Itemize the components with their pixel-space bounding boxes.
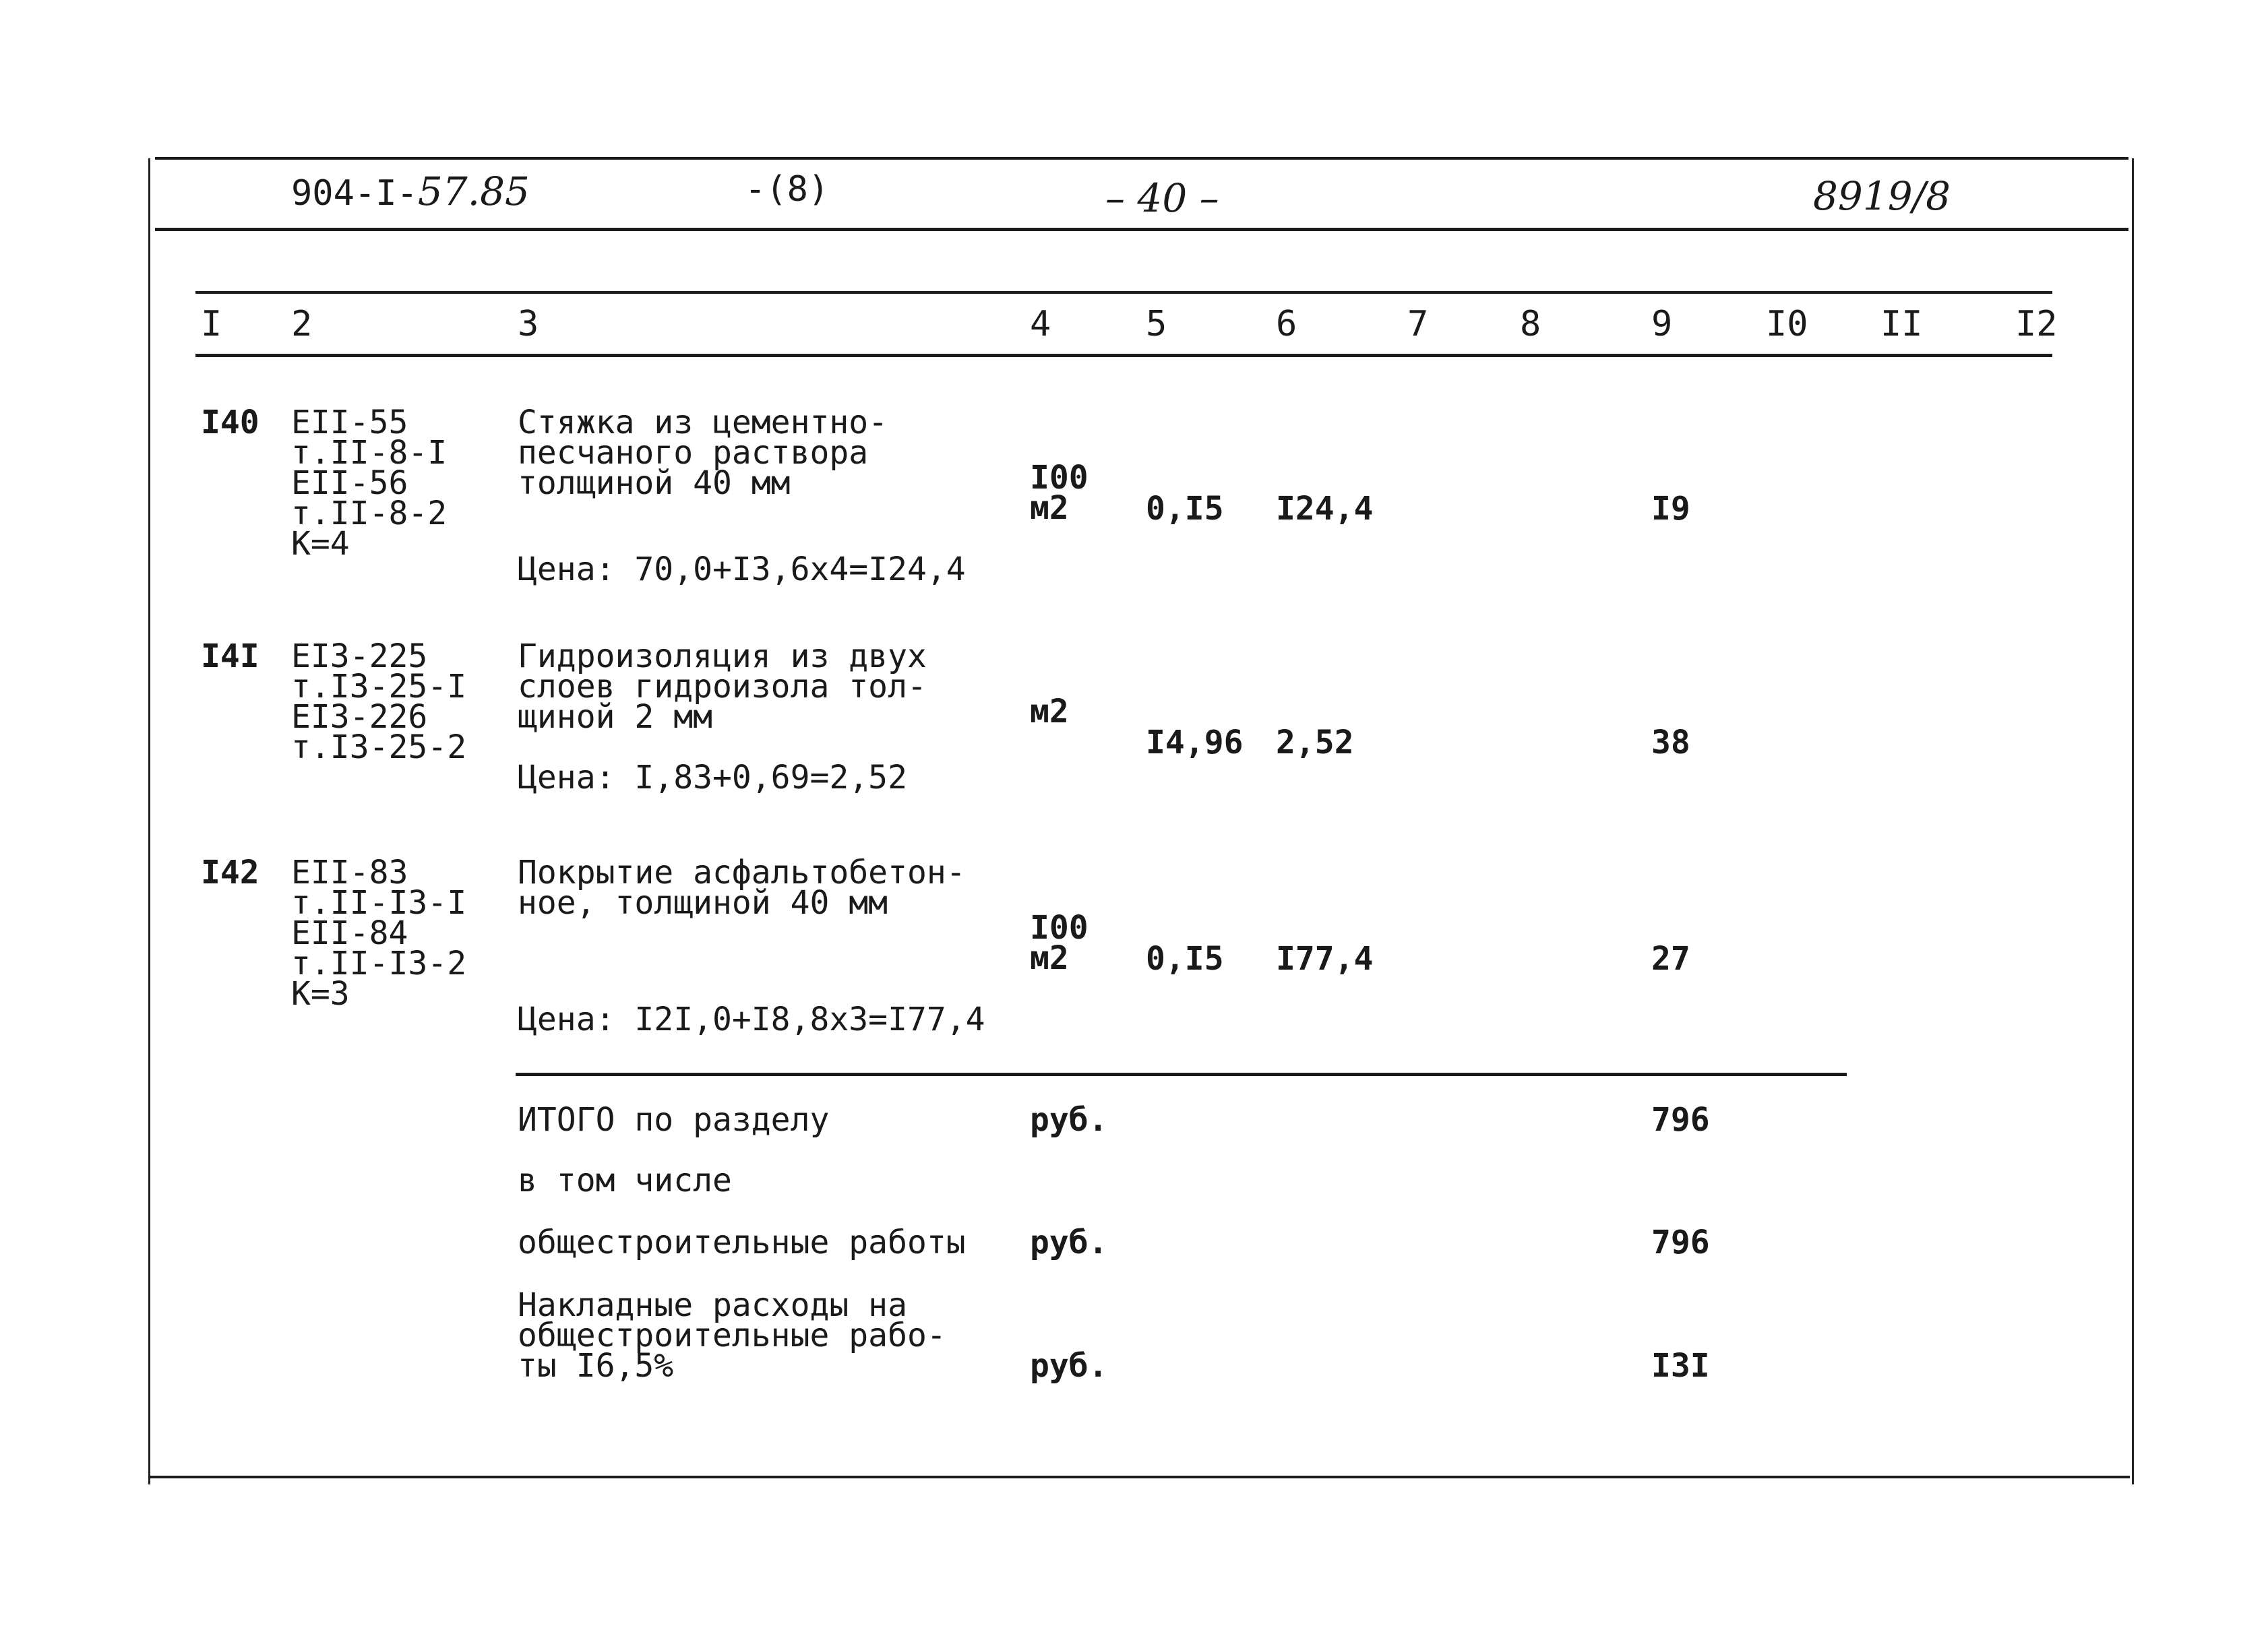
summary-unit: руб.: [1030, 1224, 1108, 1261]
unit-price-formula: Цена: I,83+0,69=2,52: [518, 759, 907, 796]
header-underline: [155, 228, 2128, 231]
bottom-border: [148, 1476, 2130, 1478]
column-number-2: 2: [291, 304, 313, 344]
unit-price-formula: Цена: 70,0+I3,6х4=I24,4: [518, 551, 966, 588]
document-code-handwritten: 57.85: [417, 168, 530, 214]
summary-unit: руб.: [1030, 1347, 1108, 1385]
resource-codes: EII-55 т.II-8-I EII-56 т.II-8-2 K=4: [291, 404, 448, 563]
row-number: I4I: [201, 637, 259, 675]
summary-label: Накладные расходы на общестроительные рабо- ты I6,5%: [518, 1286, 946, 1385]
archive-number: 8919/8: [1813, 173, 1951, 219]
top-border: [155, 157, 2128, 160]
sheet-part: -(8): [745, 169, 830, 210]
column-number-7: 7: [1407, 304, 1429, 344]
work-description: Гидроизоляция из двух слоев гидроизола тол- щиной 2 мм: [518, 637, 927, 736]
column-number-3: 3: [518, 304, 539, 344]
unit-of-measure: м2: [1030, 693, 1069, 730]
total-cost: 27: [1651, 940, 1690, 978]
column-number-6: 6: [1276, 304, 1297, 344]
unit-price-formula: Цена: I2I,0+I8,8х3=I77,4: [518, 1001, 985, 1038]
column-number-12: I2: [2015, 304, 2058, 344]
page-number: – 40 –: [1105, 175, 1219, 221]
work-description: Покрытие асфальтобетон- ное, толщиной 40 мм: [518, 854, 966, 922]
work-description: Стяжка из цементно- песчаного раствора толщиной 40 мм: [518, 404, 888, 502]
column-header-bottom-rule: [195, 354, 2052, 357]
column-number-9: 9: [1651, 304, 1673, 344]
document-code: 904-I-57.85: [291, 168, 530, 214]
row-number: I40: [201, 404, 259, 441]
unit-of-measure: I00 м2: [1030, 459, 1089, 527]
unit-cost: I77,4: [1276, 940, 1374, 978]
column-number-10: I0: [1766, 304, 1808, 344]
total-cost: I9: [1651, 490, 1690, 528]
column-number-4: 4: [1030, 304, 1051, 344]
unit-of-measure: I00 м2: [1030, 909, 1089, 977]
column-number-11: II: [1880, 304, 1923, 344]
quantity: 0,I5: [1146, 940, 1224, 978]
quantity: 0,I5: [1146, 490, 1224, 528]
summary-label: в том числе: [518, 1162, 732, 1199]
page-frame: [148, 158, 2134, 1484]
quantity: I4,96: [1146, 724, 1244, 761]
row-number: I42: [201, 854, 259, 891]
column-header-top-rule: [195, 291, 2052, 294]
resource-codes: EI3-225 т.I3-25-I EI3-226 т.I3-25-2: [291, 637, 467, 766]
subtotal-rule: [516, 1073, 1847, 1076]
column-number-5: 5: [1146, 304, 1167, 344]
summary-value: I3I: [1651, 1347, 1710, 1385]
summary-label: общестроительные работы: [518, 1224, 966, 1261]
summary-value: 796: [1651, 1224, 1710, 1261]
summary-unit: руб.: [1030, 1101, 1108, 1139]
total-cost: 38: [1651, 724, 1690, 761]
unit-cost: 2,52: [1276, 724, 1354, 761]
column-number-8: 8: [1520, 304, 1541, 344]
unit-cost: I24,4: [1276, 490, 1374, 528]
column-number-1: I: [201, 304, 222, 344]
summary-label: ИТОГО по разделу: [518, 1101, 830, 1139]
resource-codes: EII-83 т.II-I3-I EII-84 т.II-I3-2 K=3: [291, 854, 467, 1013]
summary-value: 796: [1651, 1101, 1710, 1139]
